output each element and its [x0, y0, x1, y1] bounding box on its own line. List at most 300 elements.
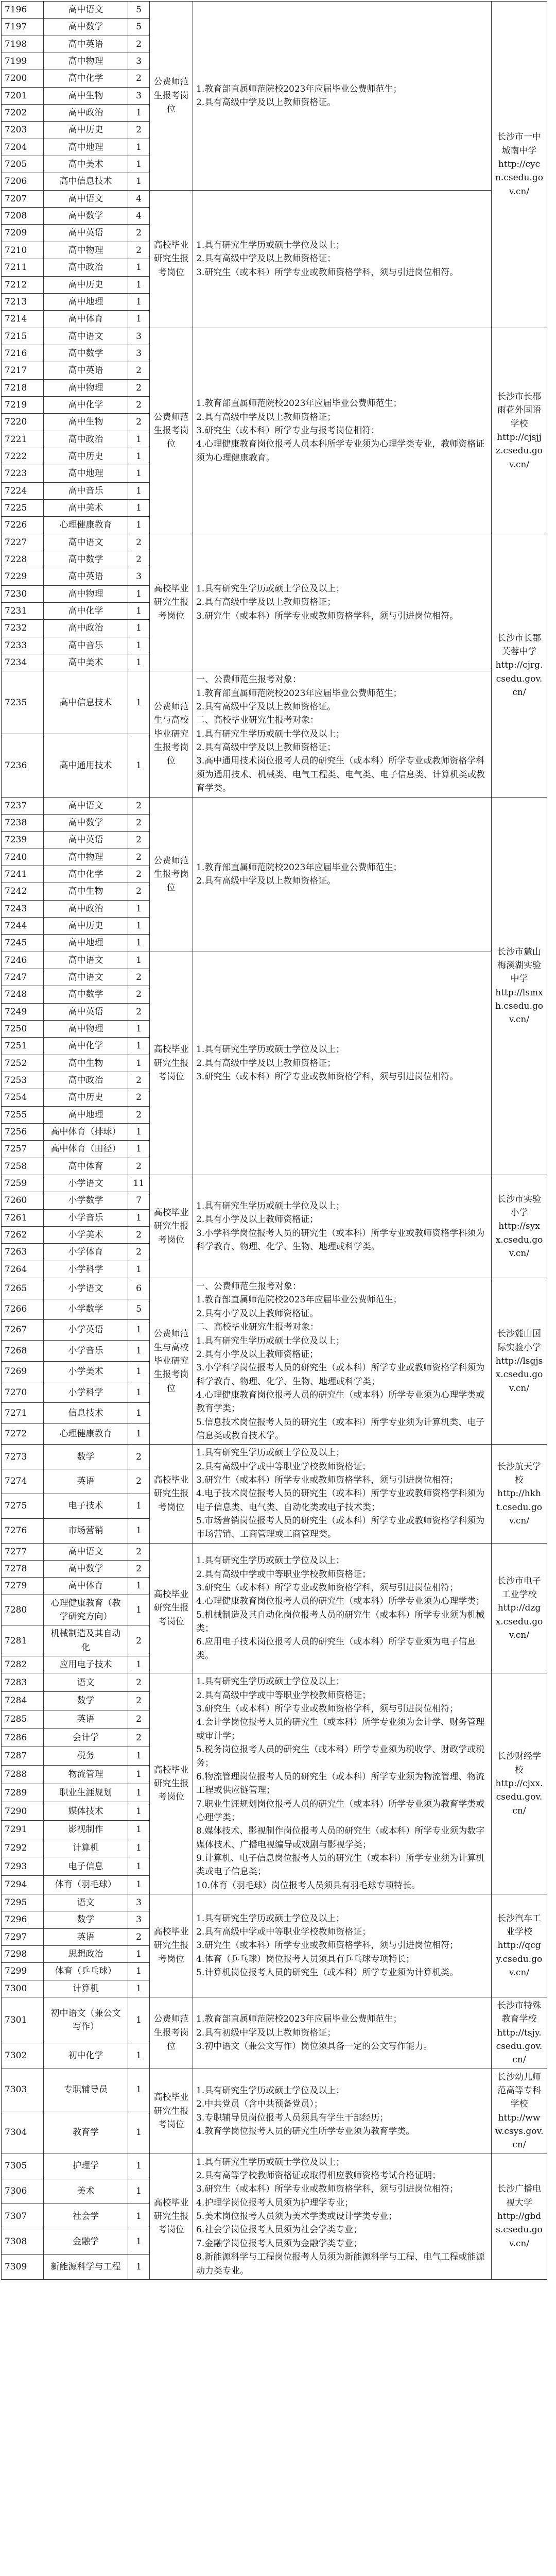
position-code: 7305: [2, 2154, 44, 2179]
position-count: 6: [128, 1278, 150, 1299]
position-subject: 高中物理: [44, 242, 128, 259]
position-code: 7270: [2, 1382, 44, 1403]
position-subject: 高中语文: [44, 534, 128, 551]
position-subject: 教育学: [44, 2111, 128, 2154]
requirement-line: 5.税务岗位报考人员的研究生（或本科）所学专业须为税收学、财政学或税务；: [196, 1744, 485, 1769]
position-subject: 高中历史: [44, 1089, 128, 1106]
requirement-line: 2.具有高等学校教师资格证或取得相应教师资格考试合格证明；: [196, 2171, 441, 2181]
position-code: 7299: [2, 1963, 44, 1980]
position-code: 7247: [2, 969, 44, 986]
hiring-unit: [492, 2, 547, 328]
position-count: 1: [128, 2111, 150, 2154]
requirement-line: 5.市场营销岗位报考人员的研究生（或本科）所学专业或教师资格学科须为市场营销、工商管理或工商管理类。: [196, 1515, 485, 1540]
position-subject: 心理健康教育: [44, 517, 128, 534]
unit-name: 长沙广播电视大学: [497, 2184, 541, 2208]
table-row: [2, 1175, 547, 1192]
requirement-line: 3.研究生（或本科）所学专业或教师资格学科，须与引进岗位相符；: [196, 1475, 459, 1485]
position-code: 7198: [2, 36, 44, 53]
position-code: 7301: [2, 1997, 44, 2043]
position-count: 1: [128, 1403, 150, 1423]
position-count: 2: [128, 1561, 150, 1578]
position-code: 7221: [2, 431, 44, 448]
position-code: 7233: [2, 637, 44, 654]
position-subject: 高中语文: [44, 190, 128, 207]
position-code: 7295: [2, 1894, 44, 1911]
position-count: 1: [128, 2204, 150, 2229]
position-code: 7241: [2, 866, 44, 883]
requirement-line: 1.具有研究生学历或硕士学位及以上；: [196, 1448, 345, 1459]
position-subject: 高中美术: [44, 654, 128, 671]
position-code: 7265: [2, 1278, 44, 1299]
position-count: 1: [128, 173, 150, 190]
position-count: 2: [128, 1469, 150, 1494]
position-code: 7232: [2, 620, 44, 637]
position-code: 7223: [2, 465, 44, 482]
unit-name: 长沙市实验小学: [497, 1194, 541, 1218]
requirement-line: 二、高校毕业研究生报考对象：: [196, 1322, 319, 1333]
position-subject: 高中英语: [44, 568, 128, 585]
table-row: [2, 797, 547, 814]
hiring-unit: [492, 797, 547, 1175]
table-row: [2, 1894, 547, 1911]
position-code: 7268: [2, 1341, 44, 1361]
position-subject: 高中语文: [44, 328, 128, 345]
unit-url[interactable]: http://cjrg.csedu.gov.cn/: [495, 660, 543, 698]
position-code: 7304: [2, 2111, 44, 2154]
position-subject: 媒体技术: [44, 1802, 128, 1821]
position-requirements: [193, 2, 492, 191]
position-category: 公费师范生报考岗位: [150, 2, 193, 191]
position-code: 7212: [2, 276, 44, 293]
position-subject: 社会学: [44, 2204, 128, 2229]
requirement-line: 1.具有研究生学历或硕士学位及以上；: [196, 1676, 345, 1687]
position-code: 7271: [2, 1403, 44, 1423]
position-category: 高校毕业研究生报考岗位: [150, 1543, 193, 1673]
position-count: 3: [128, 328, 150, 345]
position-count: 2: [128, 534, 150, 551]
unit-name: 长沙市特殊教育学校: [497, 2000, 541, 2025]
position-code: 7214: [2, 311, 44, 328]
position-subject: 应用电子技术: [44, 1656, 128, 1673]
position-code: 7228: [2, 551, 44, 568]
position-subject: 高中英语: [44, 832, 128, 849]
position-subject: 高中数学: [44, 814, 128, 831]
position-requirements: [193, 534, 492, 671]
position-category: 高校毕业研究生报考岗位: [150, 1175, 193, 1278]
position-category: 高校毕业研究生报考岗位: [150, 952, 193, 1175]
requirement-line: 4.护理学岗位报考人员须为护理学专业；: [196, 2197, 354, 2208]
position-subject: 高中生物: [44, 87, 128, 104]
position-count: 1: [128, 603, 150, 620]
requirement-line: 1.具有研究生学历或硕士学位及以上；: [196, 1335, 345, 1346]
position-code: 7197: [2, 19, 44, 36]
position-subject: 高中体育（田径）: [44, 1141, 128, 1158]
unit-name: 长沙市长郡雨花外国语学校: [497, 392, 541, 429]
position-requirements: [193, 1673, 492, 1894]
position-subject: 高中历史: [44, 917, 128, 934]
position-subject: 数学: [44, 1692, 128, 1710]
position-count: 5: [128, 2, 150, 19]
position-subject: 小学语文: [44, 1278, 128, 1299]
position-count: 1: [128, 1578, 150, 1595]
unit-name: 长沙市长郡芙蓉中学: [497, 633, 541, 657]
position-code: 7282: [2, 1656, 44, 1673]
position-subject: 小学英语: [44, 1319, 128, 1340]
position-code: 7286: [2, 1728, 44, 1747]
unit-url[interactable]: http://cjxx.csedu.gov.cn/: [495, 1778, 543, 1816]
unit-url[interactable]: http://gbds.csedu.gov.cn/: [496, 2211, 543, 2249]
hiring-unit: [492, 1278, 547, 1445]
position-code: 7296: [2, 1911, 44, 1928]
requirement-line: 1.具有研究生学历或硕士学位及以上；: [196, 1555, 345, 1566]
position-requirements: [193, 2069, 492, 2154]
position-subject: 高中体育: [44, 1578, 128, 1595]
position-subject: 小学美术: [44, 1361, 128, 1382]
position-count: 2: [128, 1543, 150, 1560]
position-count: 3: [128, 568, 150, 585]
position-subject: 电子技术: [44, 1494, 128, 1518]
position-requirements: [193, 797, 492, 952]
position-count: 2: [128, 1089, 150, 1106]
position-count: 3: [128, 87, 150, 104]
position-code: 7297: [2, 1928, 44, 1945]
requirement-line: 1.具有研究生学历或硕士学位及以上；: [196, 1044, 345, 1055]
position-code: 7260: [2, 1192, 44, 1209]
position-count: 1: [128, 637, 150, 654]
position-subject: 电子信息: [44, 1857, 128, 1876]
position-count: 1: [128, 517, 150, 534]
position-count: 1: [128, 1747, 150, 1766]
requirement-line: 2.具有高级中学及以上教师资格证；: [196, 412, 336, 422]
requirement-line: 2.具有小学及以上教师资格证。: [196, 1308, 319, 1319]
position-code: 7253: [2, 1072, 44, 1089]
requirement-line: 2.具有小学及以上教师资格证；: [196, 1349, 319, 1360]
position-code: 7302: [2, 2043, 44, 2069]
position-subject: 高中历史: [44, 448, 128, 465]
position-count: 1: [128, 585, 150, 602]
position-requirements: [193, 1894, 492, 1997]
position-subject: 会计学: [44, 1728, 128, 1747]
position-subject: 高中英语: [44, 225, 128, 242]
position-subject: 高中信息技术: [44, 173, 128, 190]
requirement-line: 5.计算机岗位报考人员的研究生（或本科）所学专业须为计算机类。: [196, 1967, 459, 1978]
position-count: 1: [128, 431, 150, 448]
position-code: 7219: [2, 396, 44, 413]
hiring-unit: [492, 1543, 547, 1673]
position-code: 7259: [2, 1175, 44, 1192]
position-subject: 心理健康教育: [44, 1423, 128, 1444]
position-code: 7250: [2, 1020, 44, 1037]
position-code: 7208: [2, 208, 44, 225]
requirement-line: 3.研究生（或本科）所学专业或教师资格学科，须与引进岗位相符；: [196, 1582, 459, 1593]
position-subject: 初中语文（兼公文写作）: [44, 1997, 128, 2043]
position-count: 1: [128, 1341, 150, 1361]
position-subject: 高中数学: [44, 208, 128, 225]
requirement-line: 3.小学科学岗位报考人员的研究生（或本科）所学专业或教师资格学科须为科学教育、物理、化学、生物、地理或科学类；: [196, 1363, 485, 1387]
table-row: [2, 534, 547, 551]
requirement-line: 3.初中语文（兼公文写作）岗位须具备一定的公文写作能力。: [196, 2041, 432, 2052]
position-subject: 高中政治: [44, 105, 128, 122]
requirement-line: 4.体育（乒乓球）岗位报考人员须具有乒乓球专项特长；: [196, 1954, 415, 1964]
position-code: 7237: [2, 797, 44, 814]
position-requirements: [193, 328, 492, 534]
position-count: 1: [128, 1382, 150, 1403]
unit-url[interactable]: http://hkht.csedu.gov.cn/: [496, 1488, 542, 1526]
hiring-unit: [492, 1894, 547, 1997]
position-count: 1: [128, 105, 150, 122]
unit-name: 长沙航天学校: [497, 1461, 541, 1485]
hiring-unit: [492, 2154, 547, 2279]
requirement-line: 1.具有研究生学历或硕士学位及以上；: [196, 1913, 345, 1924]
position-subject: 心理健康教育（教学研究方向）: [44, 1595, 128, 1625]
position-count: 1: [128, 293, 150, 310]
requirement-line: 5.美术岗位报考人员须为美术学类或设计学类专业；: [196, 2211, 397, 2222]
position-code: 7278: [2, 1561, 44, 1578]
requirement-line: 1.具有研究生学历或硕士学位及以上；: [196, 240, 345, 251]
position-count: 1: [128, 1020, 150, 1037]
position-count: 2: [128, 969, 150, 986]
position-count: 4: [128, 190, 150, 207]
unit-url[interactable]: http://cjsjjz.csedu.gov.cn/: [495, 432, 543, 470]
position-subject: 影视制作: [44, 1821, 128, 1839]
position-code: 7256: [2, 1124, 44, 1141]
unit-name: 长沙市一中城南中学: [497, 132, 541, 156]
requirement-line: 5.机械制造及其自动化岗位报考人员的研究生（或本科）所学专业须为机械类；: [196, 1609, 485, 1634]
requirement-line: 2.具有高级中学及以上教师资格证。: [196, 702, 336, 713]
position-count: 2: [128, 883, 150, 900]
position-requirements: [193, 190, 492, 328]
table-row: [2, 1543, 547, 1560]
unit-url[interactable]: http://lsgjsx.csedu.gov.cn/: [495, 1356, 543, 1394]
position-count: 2: [128, 70, 150, 87]
position-count: 1: [128, 499, 150, 516]
position-subject: 英语: [44, 1710, 128, 1728]
hiring-unit: [492, 1997, 547, 2069]
position-code: 7222: [2, 448, 44, 465]
table-row: [2, 952, 547, 969]
position-subject: 高中化学: [44, 866, 128, 883]
position-code: 7210: [2, 242, 44, 259]
position-code: 7207: [2, 190, 44, 207]
position-code: 7216: [2, 345, 44, 362]
position-code: 7242: [2, 883, 44, 900]
position-count: 2: [128, 849, 150, 866]
position-code: 7303: [2, 2069, 44, 2111]
requirement-line: 2.具有高级中学及以上教师资格证；: [196, 1058, 336, 1069]
position-subject: 小学数学: [44, 1299, 128, 1319]
position-count: 2: [128, 225, 150, 242]
unit-url[interactable]: http://qcgy.csedu.gov.cn/: [496, 1940, 543, 1978]
table-row: [2, 1445, 547, 1469]
unit-url[interactable]: http://cycn.csedu.gov.cn/: [495, 159, 543, 197]
position-count: 1: [128, 139, 150, 156]
position-count: 2: [128, 362, 150, 379]
unit-url[interactable]: http://dzgx.csedu.gov.cn/: [495, 1603, 543, 1641]
position-subject: 机械制造及其自动化: [44, 1625, 128, 1656]
position-count: 1: [128, 1141, 150, 1158]
table-row: [2, 328, 547, 345]
position-count: 2: [128, 1227, 150, 1244]
position-code: 7258: [2, 1158, 44, 1175]
requirement-line: 1.具有研究生学历或硕士学位及以上；: [196, 2086, 345, 2096]
position-subject: 高中政治: [44, 431, 128, 448]
position-count: 3: [128, 1894, 150, 1911]
position-count: 1: [128, 1656, 150, 1673]
requirement-line: 1.具有研究生学历或硕士学位及以上；: [196, 728, 345, 739]
unit-url[interactable]: http://lsmxh.csedu.gov.cn/: [495, 987, 543, 1025]
requirement-line: 2.具有高级中学及以上教师资格证。: [196, 97, 336, 108]
position-code: 7201: [2, 87, 44, 104]
position-count: 1: [128, 1945, 150, 1962]
position-subject: 高中音乐: [44, 637, 128, 654]
position-count: 1: [128, 1124, 150, 1141]
position-code: 7276: [2, 1518, 44, 1543]
position-code: 7254: [2, 1089, 44, 1106]
position-category: 公费师范生与高校毕业研究生报考岗位: [150, 1278, 193, 1445]
position-count: 1: [128, 952, 150, 969]
position-requirements: [193, 952, 492, 1175]
hiring-unit: [492, 1673, 547, 1894]
position-code: 7275: [2, 1494, 44, 1518]
position-code: 7293: [2, 1857, 44, 1876]
position-subject: 高中美术: [44, 499, 128, 516]
position-subject: 高中美术: [44, 156, 128, 173]
position-count: 2: [128, 1244, 150, 1261]
position-count: 1: [128, 1784, 150, 1802]
requirement-line: 3.研究生（或本科）所学专业或教师资格学科，须与引进岗位相符；: [196, 1940, 459, 1951]
position-requirements: [193, 1445, 492, 1543]
position-category: 公费师范生报考岗位: [150, 328, 193, 534]
position-code: 7211: [2, 259, 44, 276]
position-subject: 高中数学: [44, 551, 128, 568]
requirement-line: 3.研究生（或本科）所学专业或教师资格学科，须与引进岗位相符；: [196, 2184, 459, 2195]
position-code: 7249: [2, 1003, 44, 1020]
position-count: 1: [128, 671, 150, 734]
position-count: 2: [128, 814, 150, 831]
position-code: 7285: [2, 1710, 44, 1728]
unit-name: 长沙市电子工业学校: [497, 1575, 541, 1600]
unit-name: 长沙汽车工业学校: [497, 1913, 541, 1937]
position-count: 1: [128, 311, 150, 328]
table-row: [2, 671, 547, 734]
position-count: 1: [128, 620, 150, 637]
position-count: 2: [128, 1625, 150, 1656]
position-subject: 高中通用技术: [44, 734, 128, 797]
table-row: [2, 190, 547, 207]
position-subject: 高中物理: [44, 379, 128, 396]
requirement-line: 7.职业生涯规划岗位报考人员的研究生（或本科）所学专业须为教育学类或心理学类；: [196, 1799, 485, 1823]
position-code: 7309: [2, 2255, 44, 2280]
unit-url[interactable]: http://syxx.csedu.gov.cn/: [495, 1221, 543, 1259]
requirement-line: 1.教育部直属师范院校2023年应届毕业公费师范生；: [196, 688, 402, 699]
requirement-line: 3.研究生（或本科）所学专业与报考岗位相符；: [196, 425, 380, 436]
position-count: 1: [128, 1518, 150, 1543]
position-code: 7239: [2, 832, 44, 849]
position-count: 1: [128, 1423, 150, 1444]
position-subject: 高中化学: [44, 1038, 128, 1055]
position-code: 7229: [2, 568, 44, 585]
position-subject: 高中生物: [44, 883, 128, 900]
position-subject: 高中化学: [44, 70, 128, 87]
unit-url[interactable]: http://tsjy.csedu.gov.cn/: [496, 2027, 543, 2065]
position-count: 1: [128, 935, 150, 952]
position-subject: 高中历史: [44, 276, 128, 293]
position-code: 7251: [2, 1038, 44, 1055]
position-count: 2: [128, 832, 150, 849]
position-subject: 高中物理: [44, 849, 128, 866]
position-subject: 高中政治: [44, 620, 128, 637]
position-category: 高校毕业研究生报考岗位: [150, 534, 193, 671]
position-code: 7245: [2, 935, 44, 952]
position-code: 7213: [2, 293, 44, 310]
unit-name: 长沙市麓山梅溪湖实验中学: [497, 946, 541, 985]
position-code: 7269: [2, 1361, 44, 1382]
hiring-unit: [492, 2069, 547, 2154]
position-code: 7225: [2, 499, 44, 516]
position-count: 1: [128, 1997, 150, 2043]
position-count: 4: [128, 208, 150, 225]
position-count: 2: [128, 414, 150, 431]
requirement-line: 10.体育（羽毛球）岗位报考人员须具有羽毛球专项特长。: [196, 1880, 421, 1891]
position-category: 高校毕业研究生报考岗位: [150, 1894, 193, 1997]
position-subject: 小学美术: [44, 1227, 128, 1244]
position-subject: 高中化学: [44, 396, 128, 413]
position-count: 3: [128, 53, 150, 70]
position-code: 7294: [2, 1876, 44, 1894]
position-code: 7200: [2, 70, 44, 87]
unit-url[interactable]: http://www.csys.gov.cn/: [495, 2112, 544, 2150]
requirement-line: 4.会计学岗位报考人员的研究生（或本科）所学专业须为会计学、财务管理或审计学；: [196, 1717, 485, 1741]
requirement-line: 一、公费师范生报考对象：: [196, 674, 301, 685]
table-row: [2, 2, 547, 19]
position-count: 1: [128, 2255, 150, 2280]
position-code: 7204: [2, 139, 44, 156]
position-code: 7266: [2, 1299, 44, 1319]
position-code: 7306: [2, 2179, 44, 2204]
requirement-line: 1.具有研究生学历或硕士学位及以上；: [196, 584, 345, 595]
position-code: 7236: [2, 734, 44, 797]
position-count: 2: [128, 986, 150, 1003]
hiring-unit: [492, 328, 547, 534]
requirement-line: 9.计算机、电子信息岗位报考人员的研究生（或本科）所学专业须为计算机类或电子信息类；: [196, 1853, 485, 1877]
requirement-line: 1.教育部直属师范院校2023年应届毕业公费师范生；: [196, 83, 402, 94]
position-code: 7240: [2, 849, 44, 866]
position-subject: 语文: [44, 1673, 128, 1692]
position-code: 7226: [2, 517, 44, 534]
position-subject: 小学体育: [44, 1244, 128, 1261]
position-count: 1: [128, 448, 150, 465]
position-count: 1: [128, 1857, 150, 1876]
position-count: 5: [128, 1299, 150, 1319]
requirement-line: 3.研究生（或本科）所学专业或教师资格学科，须与引进岗位相符；: [196, 1704, 459, 1715]
position-count: 2: [128, 1692, 150, 1710]
requirement-line: 6.社会学岗位报考人员须为社会学类专业；: [196, 2225, 362, 2235]
requirement-line: 6.应用电子技术岗位报考人员的研究生（或本科）所学专业须为电子信息类。: [196, 1637, 476, 1661]
requirement-line: 2.具有高级中学及以上教师资格证；: [196, 253, 336, 264]
position-requirements: [193, 671, 492, 797]
position-category: 高校毕业研究生报考岗位: [150, 2069, 193, 2154]
requirement-line: 2.具有高级中学或中等职业学校教师资格证；: [196, 1926, 371, 1937]
position-subject: 金融学: [44, 2229, 128, 2255]
position-count: 2: [128, 242, 150, 259]
requirement-line: 1.教育部直属师范院校2023年应届毕业公费师范生；: [196, 398, 402, 409]
position-subject: 高中语文: [44, 969, 128, 986]
requirement-line: 3.研究生（或本科）所学专业或教师资格学科，须与引进岗位相符。: [196, 1072, 459, 1082]
requirement-line: 2.具有高级中学及以上教师资格证；: [196, 742, 336, 753]
requirement-line: 3.高中通用技术岗位报考人员的研究生（或本科）所学专业或教师资格学科须为通用技术、机械类、电气工程类、电气类、电子信息类、计算机类或教育学类。: [196, 756, 485, 794]
position-subject: 小学科学: [44, 1261, 128, 1278]
recruitment-positions-table: [1, 1, 547, 2280]
